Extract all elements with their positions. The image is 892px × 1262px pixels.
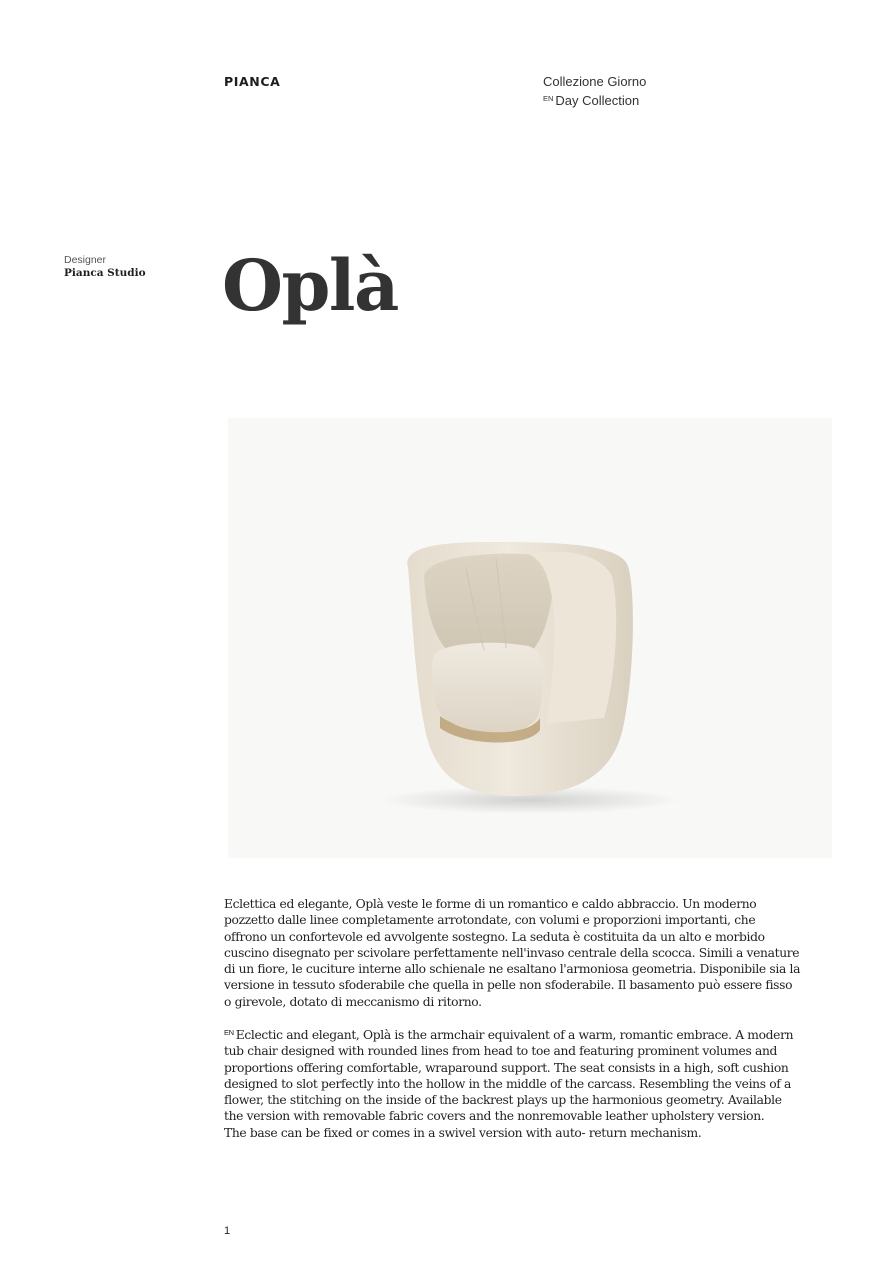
description-line: proportions offering comfortable, wraparound support. The seat consists in a high, soft cushion [224, 1060, 789, 1075]
collection-en-line [543, 91, 646, 110]
designer-credit [64, 254, 146, 279]
description-line: o girevole, dotato di meccanismo di ritorno. [224, 994, 482, 1009]
collection-label [543, 74, 646, 109]
description-line: the version with removable fabric covers and the nonremovable leather upholstery version. [224, 1109, 765, 1124]
product-photo [228, 418, 832, 858]
description-line: offrono un confortevole ed avvolgente sostegno. La seduta è costituita da un alto e morbido [224, 929, 765, 944]
description-italian [224, 896, 836, 1010]
designer-name: Pianca Studio [64, 266, 146, 279]
description-line: versione in tessuto sfoderabile che quella in pelle non sfoderabile. Il basamento può essere fisso [224, 978, 793, 993]
product-title: Oplà [222, 244, 398, 327]
description-line: cuscino disegnato per scivolare perfettamente nell'invaso centrale della scocca. Simili a venature [224, 945, 800, 960]
description-line: di un fiore, le cuciture interne allo schienale ne esaltano l'armoniosa geometria. Disponibile sia la [224, 962, 801, 977]
seat-cushion [432, 643, 543, 732]
description-line: designed to slot perfectly into the hollow in the middle of the carcass. Resembling the veins of a [224, 1076, 792, 1091]
en-language-tag: EN [224, 1028, 234, 1037]
description-line: tub chair designed with rounded lines from head to toe and featuring prominent volumes and [224, 1044, 778, 1059]
armchair-illustration [228, 418, 832, 858]
en-language-tag: EN [543, 93, 554, 103]
page-number: 1 [224, 1225, 231, 1237]
designer-label: Designer [64, 254, 107, 266]
description-line: Eclectic and elegant, Oplà is the armchair equivalent of a warm, romantic embrace. A modern [235, 1028, 794, 1042]
chair-inner-back [424, 554, 554, 656]
description-line: Eclettica ed elegante, Oplà veste le forme di un romantico e caldo abbraccio. Un moderno [224, 897, 757, 911]
collection-en: Day Collection [555, 92, 640, 108]
brand-logo: PIANCA [224, 74, 281, 89]
collection-it: Collezione Giorno [543, 74, 647, 89]
description-line: pozzetto dalle linee completamente arrotondate, con volumi e proporzioni importanti, che [224, 913, 756, 928]
description-line: The base can be fixed or comes in a swivel version with auto- return mechanism. [224, 1125, 702, 1140]
description-line-first [224, 1025, 836, 1043]
description-english [224, 1025, 836, 1141]
description-line: flower, the stitching on the inside of the backrest plays up the harmonious geometry. Available [224, 1093, 782, 1108]
